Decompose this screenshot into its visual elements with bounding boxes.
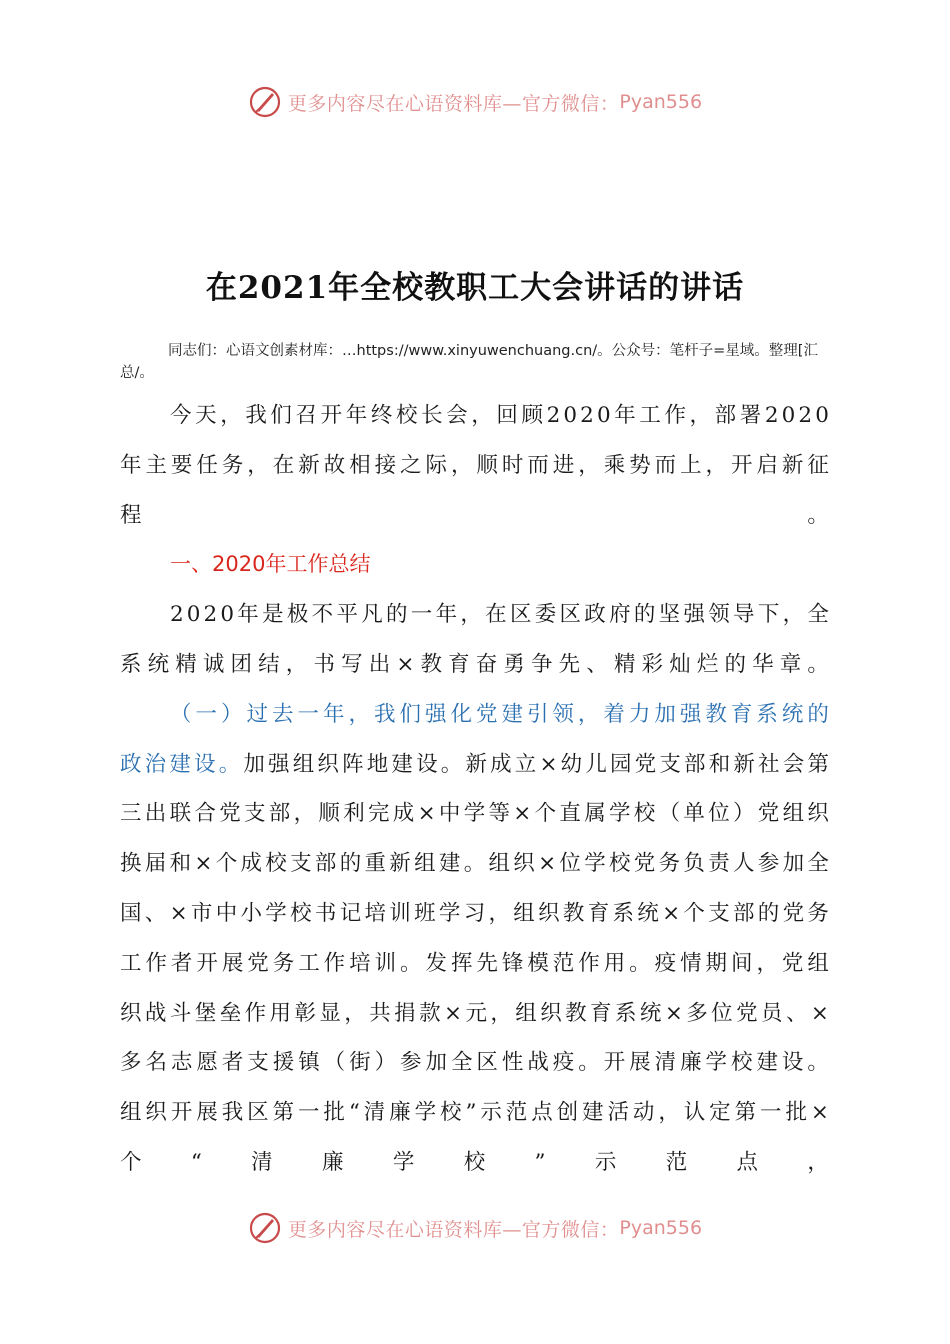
- document-body: [120, 391, 832, 1188]
- watermark-text: 更多内容尽在心语资料库—官方微信：: [287, 92, 620, 115]
- watermark-wechat-id: Pyan556: [619, 91, 703, 113]
- document-title: 在2021年全校教职工大会讲话的讲话: [205, 270, 745, 306]
- quill-logo-icon: [248, 85, 282, 119]
- quill-logo-icon: [248, 1211, 282, 1245]
- document-meta-line: 同志们：心语文创素材库：…https://www.xinyuwenchuang.cn/。公众号：笔杆子=星域。整理[汇总/。: [120, 343, 818, 381]
- watermark-text: 更多内容尽在心语资料库—官方微信：: [287, 1218, 620, 1241]
- watermark-wechat-id: Pyan556: [619, 1217, 703, 1239]
- subsection1-body: 加强组织阵地建设。新成立×幼儿园党支部和新社会第三出联合党支部，顺利完成×中学等×个直属学校（单位）党组织换届和×个成校支部的重新组建。组织×位学校党务负责人参加全国、×市中小学校书记培训班学习，组织教育系统×个支部的党务工作者开展党务工作培训。发挥先锋模范作用。疫情期间，党组织战斗堡垒作用彰显，共捐款×元，组织教育系统×多位党员、×多名志愿者支援镇（街）参加全区性战疫。开展清廉学校建设。组织开展我区第一批“清廉学校”示范点创建活动，认定第一批×个“清廉学校”示范点，: [120, 751, 832, 1175]
- intro-paragraph: 今天，我们召开年终校长会，回顾2020年工作，部署2020年主要任务，在新故相接之际，顺时而进，乘势而上，开启新征程。: [120, 403, 832, 528]
- header-watermark: [0, 82, 950, 122]
- section1-paragraph: 2020年是极不平凡的一年，在区委区政府的坚强领导下，全系统精诚团结，书写出×教育奋勇争先、精彩灿烂的华章。: [120, 602, 832, 677]
- subsection-heading-1: （一）过去一年，我们强化党建引领，着力加强教育系统的政治建设。: [120, 701, 832, 777]
- section-heading-1: 一、2020年工作总结: [170, 552, 371, 577]
- footer-watermark: [0, 1208, 950, 1248]
- subsection1-paragraph: [120, 690, 832, 1188]
